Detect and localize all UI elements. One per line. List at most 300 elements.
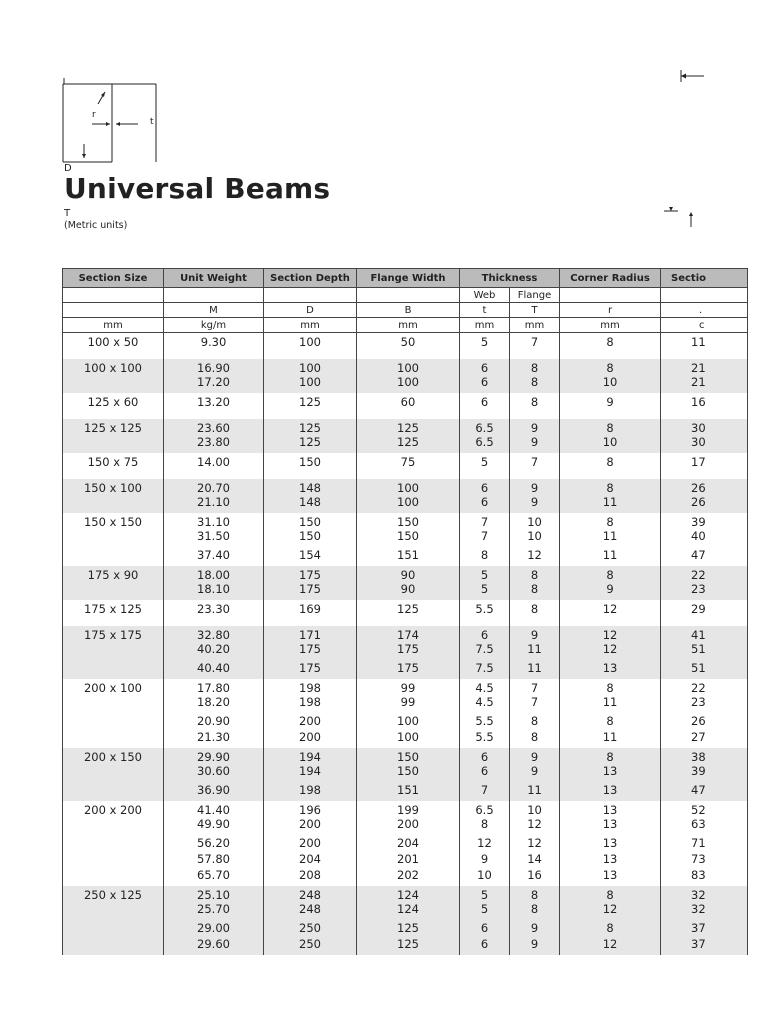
web-value: 5 [480,335,489,349]
weight-value: 21.10 [197,495,230,509]
web-cell [460,886,510,955]
width-value: 151 [397,548,419,562]
symbol-cell: . [661,303,748,318]
web-value: 6 [480,628,489,642]
width-value: 175 [397,642,419,656]
table-row [63,513,748,566]
flange-value: 8 [530,582,539,596]
section-value: 32 [691,902,706,916]
radius-cell [560,513,661,566]
radius-cell [560,566,661,600]
table-row [63,801,748,886]
depth-value: 204 [299,852,321,866]
symbol-cell [63,303,164,318]
radius-value: 11 [602,548,618,562]
section-value: 21 [691,375,706,389]
section-cell [661,566,748,600]
radius-value: 13 [602,852,618,866]
radius-value: 8 [606,361,614,375]
section-cell [661,419,748,453]
width-cell [357,333,460,360]
web-value: 4.5 [475,695,494,709]
web-value: 6 [480,937,489,951]
web-value: 7 [480,515,489,529]
section-value: 30 [691,435,706,449]
table-row [63,886,748,955]
web-value: 8 [480,817,489,831]
section-cell [661,479,748,513]
width-value: 125 [397,602,419,616]
weight-value: 37.40 [197,548,230,562]
web-value: 6.5 [475,421,494,435]
symbol-row [63,303,748,318]
radius-cell [560,453,661,479]
web-value: 5 [480,902,489,916]
radius-value: 11 [602,495,618,509]
flange-value: 9 [530,764,539,778]
width-value: 124 [397,888,419,902]
width-cell [357,359,460,393]
flange-value: 9 [530,937,539,951]
radius-cell [560,359,661,393]
units-note: (Metric units) [64,220,128,231]
weight-value: 21.30 [197,730,230,744]
radius-value: 8 [606,921,614,935]
web-value: 6.5 [475,803,494,817]
section-value: 51 [691,642,706,656]
section-size-cell: 175 x 125 [63,600,164,626]
radius-value: 11 [602,730,618,744]
depth-value: 175 [299,568,321,582]
section-value: 23 [691,695,706,709]
depth-value: 200 [299,730,321,744]
depth-value: 200 [299,817,321,831]
web-cell [460,393,510,419]
section-size-cell: 250 x 125 [63,886,164,955]
width-cell [357,513,460,566]
arrow-left-icon [678,68,706,84]
weight-value: 30.60 [197,764,230,778]
radius-value: 12 [602,902,618,916]
depth-value: 148 [299,481,321,495]
web-value: 5 [480,568,489,582]
section-value: 27 [691,730,706,744]
depth-value: 150 [299,455,321,469]
flange-cell [510,626,560,679]
section-value: 83 [691,868,706,882]
flange-value: 8 [530,888,539,902]
depth-cell [264,453,357,479]
web-thickness-label: t [150,117,154,127]
flange-value: 8 [530,395,539,409]
web-cell [460,748,510,801]
flange-value: 10 [527,515,542,529]
radius-label: r [92,110,96,120]
flange-cell [510,566,560,600]
weight-value: 25.70 [197,902,230,916]
weight-value: 18.00 [197,568,230,582]
width-value: 124 [397,902,419,916]
header-flange-width: Flange Width [357,269,460,288]
weight-cell [164,453,264,479]
depth-value: 208 [299,868,321,882]
weight-value: 18.20 [197,695,230,709]
web-value: 6 [480,921,489,935]
radius-value: 10 [602,435,618,449]
section-size-cell: 150 x 150 [63,513,164,566]
flange-value: 11 [527,783,542,797]
flange-value: 10 [527,529,542,543]
table-row [63,566,748,600]
web-value: 7 [480,529,489,543]
weight-value: 23.60 [197,421,230,435]
width-cell [357,600,460,626]
width-value: 50 [400,335,416,349]
radius-value: 8 [606,515,614,529]
radius-value: 10 [602,375,618,389]
radius-value: 13 [602,661,618,675]
width-value: 150 [397,750,419,764]
units-row [63,318,748,333]
section-value: 29 [691,602,706,616]
width-value: 99 [400,681,416,695]
depth-value: 248 [299,888,321,902]
section-value: 11 [691,335,706,349]
flange-value: 14 [527,852,542,866]
section-cell [661,801,748,886]
section-value: 51 [691,661,706,675]
web-value: 5 [480,582,489,596]
table-row [63,748,748,801]
unit-cell: mm [460,318,510,333]
web-value: 8 [480,548,489,562]
weight-value: 57.80 [197,852,230,866]
section-cell [661,453,748,479]
radius-value: 13 [602,783,618,797]
web-cell [460,801,510,886]
thickness-subheader-row [63,288,748,303]
weight-cell [164,479,264,513]
radius-value: 8 [606,750,614,764]
web-cell [460,333,510,360]
depth-value: 248 [299,902,321,916]
table-row [63,479,748,513]
weight-cell [164,748,264,801]
flange-cell [510,333,560,360]
table-row [63,359,748,393]
depth-value: 194 [299,750,321,764]
table-row [63,333,748,360]
depth-value: 171 [299,628,321,642]
section-value: 26 [691,481,706,495]
web-value: 6 [480,361,489,375]
web-value: 7.5 [475,642,494,656]
web-cell [460,626,510,679]
depth-cell [264,679,357,748]
depth-value: 200 [299,836,321,850]
width-value: 100 [397,361,419,375]
width-value: 175 [397,661,419,675]
weight-value: 56.20 [197,836,230,850]
flange-cell [510,600,560,626]
flange-value: 7 [530,335,539,349]
header-row [63,269,748,288]
depth-value: 198 [299,695,321,709]
width-cell [357,679,460,748]
flange-cell [510,801,560,886]
flange-cell [510,453,560,479]
table-row [63,626,748,679]
depth-value: 100 [299,361,321,375]
radius-value: 13 [602,803,618,817]
flange-value: 9 [530,495,539,509]
section-value: 21 [691,361,706,375]
weight-value: 36.90 [197,783,230,797]
radius-cell [560,886,661,955]
section-size-cell: 175 x 175 [63,626,164,679]
flange-cell [510,513,560,566]
flange-cell [510,359,560,393]
weight-value: 16.90 [197,361,230,375]
weight-value: 32.80 [197,628,230,642]
weight-cell [164,626,264,679]
width-cell [357,626,460,679]
section-value: 16 [691,395,706,409]
table-row [63,393,748,419]
depth-value: 150 [299,529,321,543]
flange-value: 9 [530,421,539,435]
web-cell [460,566,510,600]
weight-cell [164,566,264,600]
section-cell [661,748,748,801]
width-value: 150 [397,529,419,543]
section-cell [661,600,748,626]
section-value: 17 [691,455,706,469]
radius-value: 8 [606,888,614,902]
section-size-cell: 175 x 90 [63,566,164,600]
radius-cell [560,479,661,513]
radius-value: 8 [606,681,614,695]
section-value: 38 [691,750,706,764]
flange-value: 8 [530,730,539,744]
width-value: 201 [397,852,419,866]
depth-value: 250 [299,921,321,935]
web-cell [460,479,510,513]
section-size-cell: 150 x 75 [63,453,164,479]
width-cell [357,453,460,479]
web-value: 5 [480,455,489,469]
depth-value: 125 [299,435,321,449]
section-value: 26 [691,495,706,509]
unit-cell: mm [63,318,164,333]
flange-value: 7 [530,455,539,469]
web-value: 7.5 [475,661,494,675]
weight-value: 20.70 [197,481,230,495]
radius-value: 8 [606,481,614,495]
flange-value: 12 [527,548,542,562]
flange-cell [510,393,560,419]
section-cell [661,626,748,679]
web-value: 7 [480,783,489,797]
section-value: 47 [691,548,706,562]
section-value: 32 [691,888,706,902]
depth-value: 194 [299,764,321,778]
weight-cell [164,419,264,453]
radius-value: 8 [606,335,614,349]
section-value: 41 [691,628,706,642]
section-size-cell: 125 x 60 [63,393,164,419]
width-value: 174 [397,628,419,642]
web-cell [460,600,510,626]
depth-value: 125 [299,421,321,435]
weight-cell [164,801,264,886]
weight-value: 40.40 [197,661,230,675]
depth-value: 148 [299,495,321,509]
flange-value: 8 [530,375,539,389]
beam-table-container [62,268,707,951]
weight-cell [164,679,264,748]
width-cell [357,748,460,801]
depth-value: 150 [299,515,321,529]
weight-value: 29.90 [197,750,230,764]
section-value: 47 [691,783,706,797]
section-cell [661,886,748,955]
section-value: 73 [691,852,706,866]
width-value: 125 [397,421,419,435]
flange-value: 7 [530,681,539,695]
unit-cell: kg/m [164,318,264,333]
web-value: 12 [477,836,492,850]
flange-value: 8 [530,568,539,582]
radius-cell [560,393,661,419]
weight-value: 29.60 [197,937,230,951]
radius-cell [560,679,661,748]
page-title: Universal Beams [64,172,331,205]
flange-value: 12 [527,836,542,850]
depth-cell [264,600,357,626]
radius-cell [560,801,661,886]
weight-value: 14.00 [197,455,230,469]
section-value: 37 [691,921,706,935]
symbol-cell: r [560,303,661,318]
width-value: 202 [397,868,419,882]
section-value: 39 [691,764,706,778]
symbol-cell: T [510,303,560,318]
radius-value: 9 [606,582,614,596]
section-value: 40 [691,529,706,543]
width-value: 125 [397,921,419,935]
depth-value: 154 [299,548,321,562]
depth-value: 175 [299,642,321,656]
section-size-cell: 200 x 200 [63,801,164,886]
unit-cell: c [661,318,748,333]
flange-value: 16 [527,868,542,882]
flange-cell [510,679,560,748]
section-size-cell: 150 x 100 [63,479,164,513]
flange-cell [510,419,560,453]
flange-cell [510,748,560,801]
web-value: 6 [480,764,489,778]
subheader-web: Web [460,288,510,303]
depth-value: 200 [299,714,321,728]
section-cell [661,333,748,360]
radius-cell [560,419,661,453]
weight-value: 18.10 [197,582,230,596]
beam-table [62,268,748,955]
radius-cell [560,626,661,679]
radius-value: 12 [602,937,618,951]
flange-value: 8 [530,714,539,728]
weight-value: 31.50 [197,529,230,543]
symbol-cell: B [357,303,460,318]
web-value: 6 [480,495,489,509]
flange-value: 8 [530,602,539,616]
section-size-cell: 100 x 100 [63,359,164,393]
depth-value: 169 [299,602,321,616]
header-section-size: Section Size [63,269,164,288]
depth-cell [264,886,357,955]
radius-value: 13 [602,817,618,831]
section-value: 37 [691,937,706,951]
web-value: 10 [477,868,492,882]
flange-value: 9 [530,435,539,449]
beam-table-body [63,333,748,956]
header-unit-weight: Unit Weight [164,269,264,288]
width-value: 100 [397,495,419,509]
section-value: 39 [691,515,706,529]
depth-value: 100 [299,335,321,349]
weight-value: 17.20 [197,375,230,389]
weight-value: 41.40 [197,803,230,817]
section-value: 23 [691,582,706,596]
radius-value: 8 [606,714,614,728]
section-cell [661,513,748,566]
width-value: 150 [397,515,419,529]
radius-value: 9 [606,395,614,409]
flange-value: 8 [530,361,539,375]
flange-value: 9 [530,750,539,764]
header-section-depth: Section Depth [264,269,357,288]
web-value: 4.5 [475,681,494,695]
width-cell [357,393,460,419]
weight-value: 40.20 [197,642,230,656]
radius-value: 8 [606,568,614,582]
depth-value: 196 [299,803,321,817]
radius-cell [560,333,661,360]
width-value: 100 [397,730,419,744]
weight-value: 23.80 [197,435,230,449]
depth-value: 175 [299,661,321,675]
width-value: 100 [397,375,419,389]
section-value: 63 [691,817,706,831]
flange-cell [510,479,560,513]
flange-value: 10 [527,803,542,817]
table-row [63,453,748,479]
depth-cell [264,359,357,393]
web-value: 5 [480,888,489,902]
section-size-cell: 100 x 50 [63,333,164,360]
width-value: 200 [397,817,419,831]
radius-value: 8 [606,421,614,435]
weight-value: 13.20 [197,395,230,409]
radius-value: 13 [602,868,618,882]
web-value: 6 [480,395,489,409]
section-value: 22 [691,568,706,582]
weight-value: 23.30 [197,602,230,616]
section-value: 26 [691,714,706,728]
depth-value: 100 [299,375,321,389]
flange-value: 9 [530,481,539,495]
